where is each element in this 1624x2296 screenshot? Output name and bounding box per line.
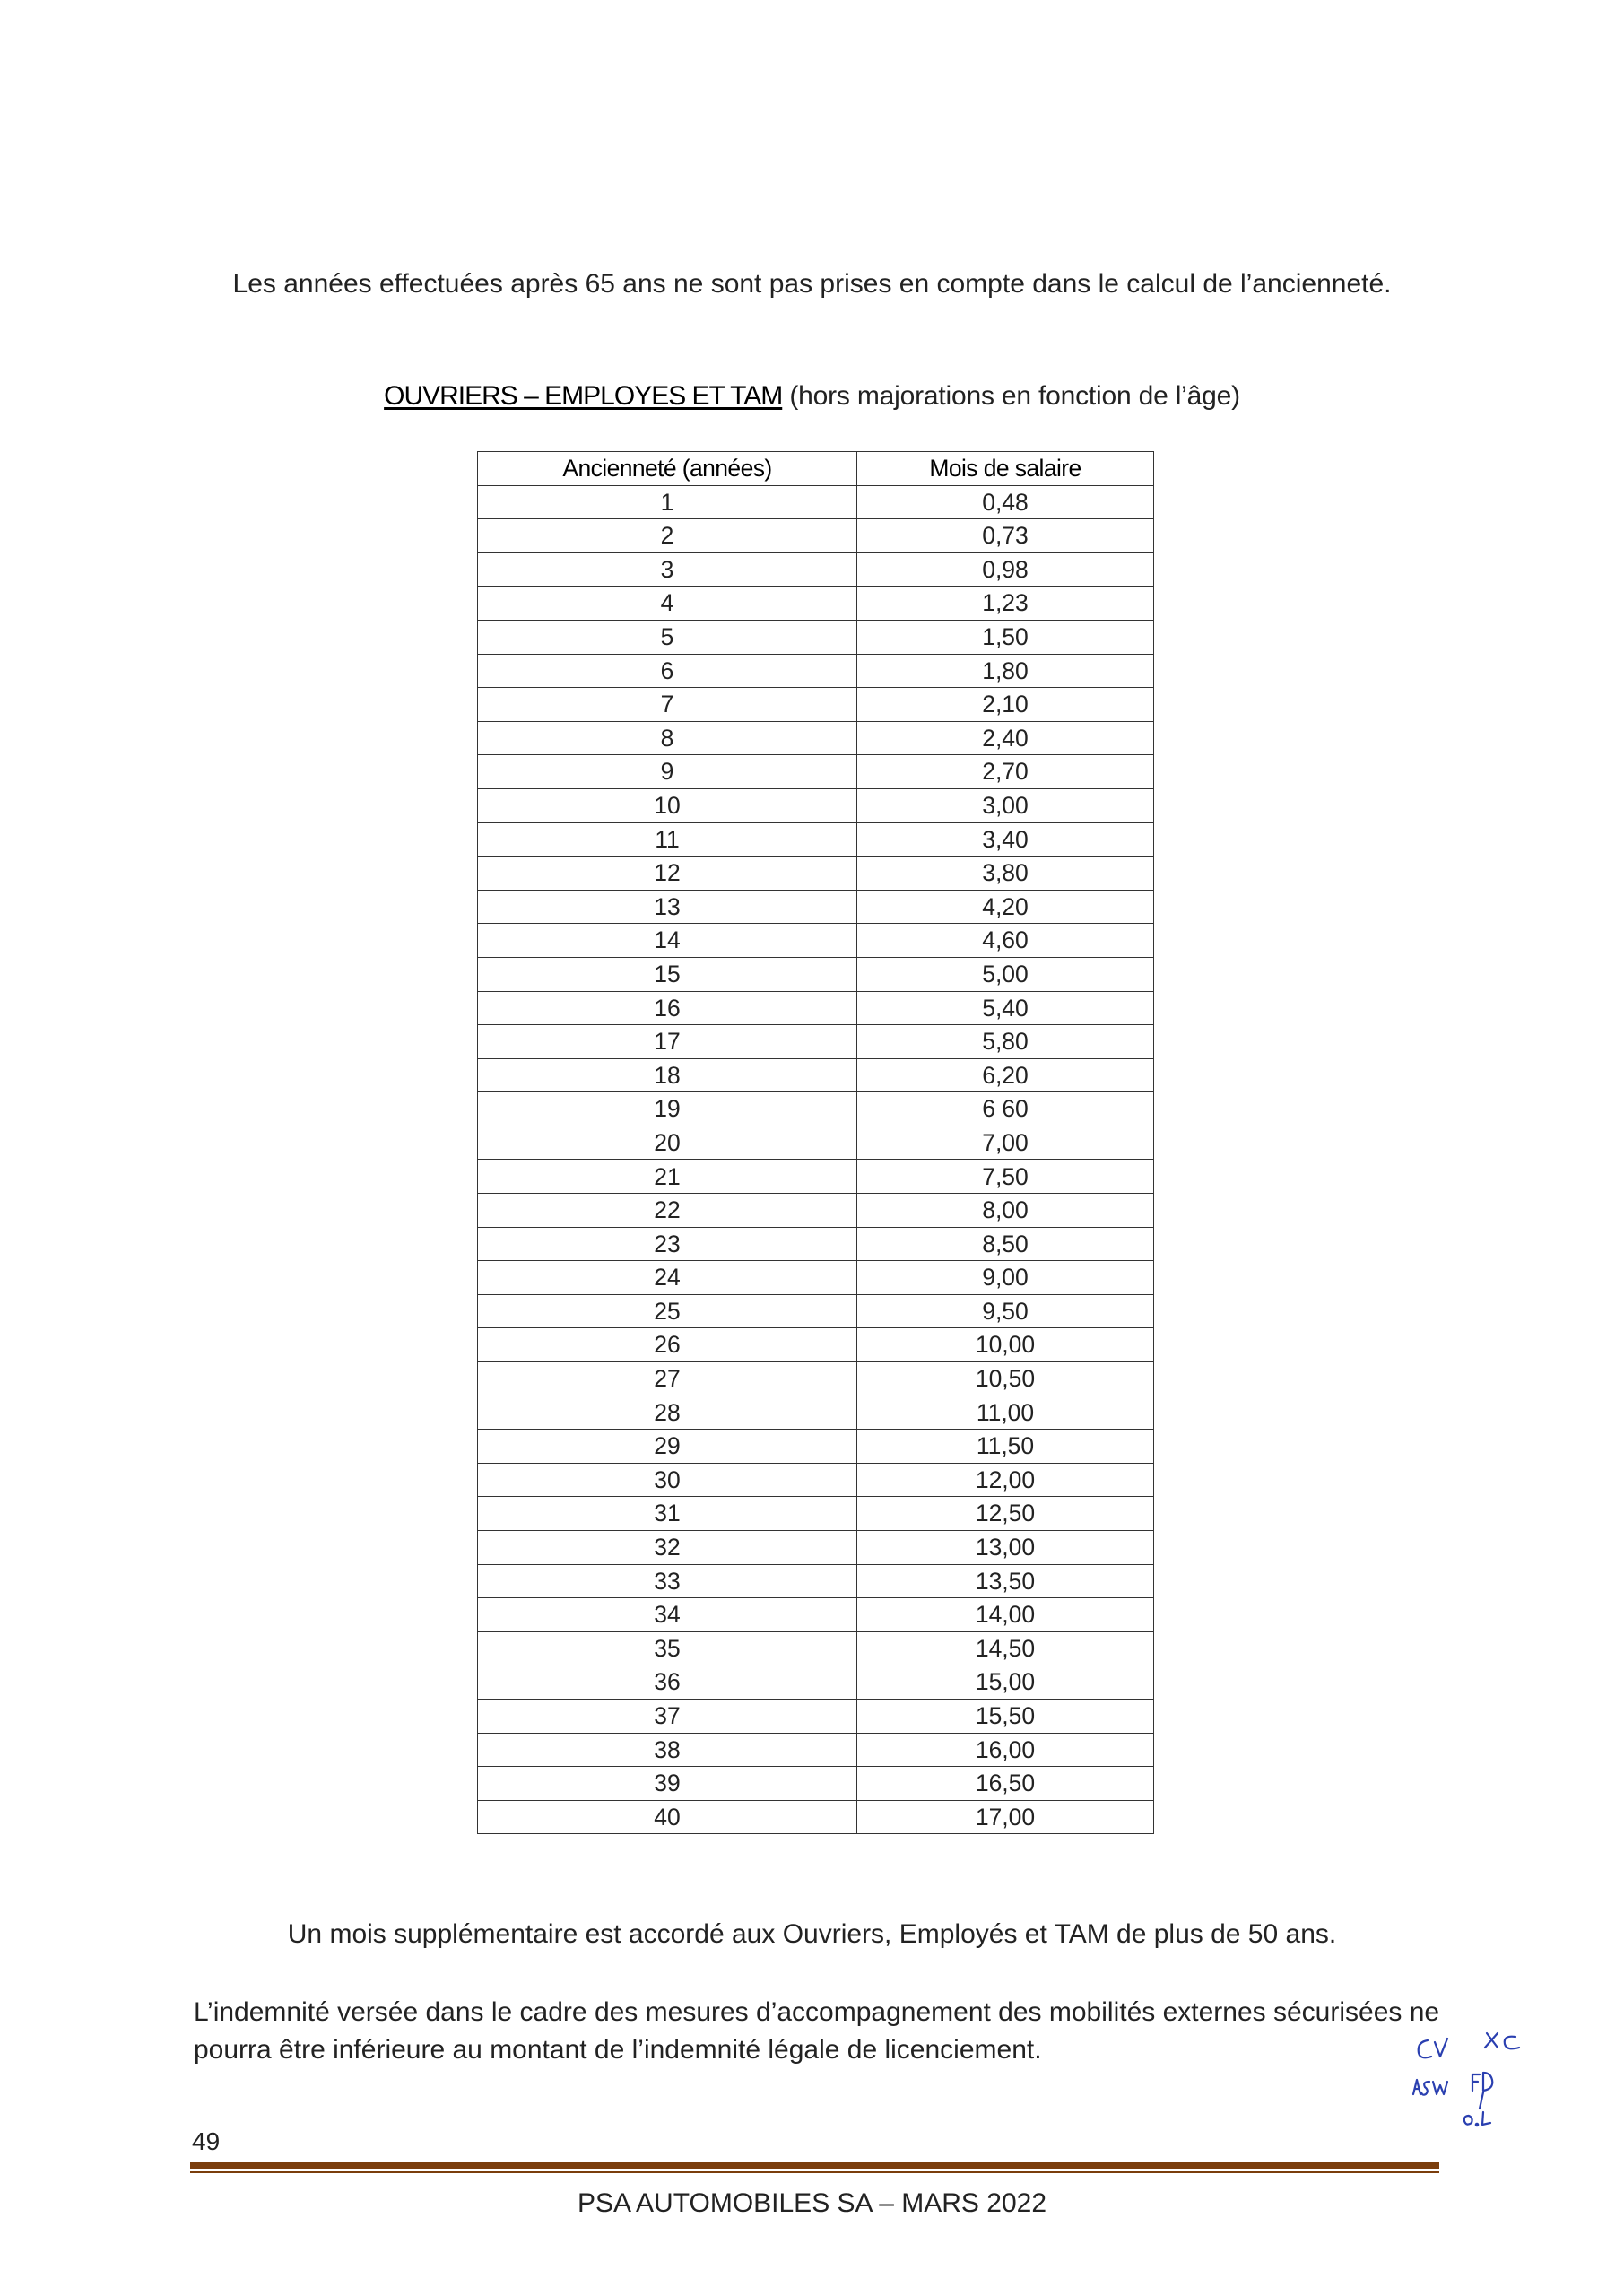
table-title: [0, 381, 1624, 412]
salary-months-cell: 5,40: [857, 991, 1154, 1025]
salary-months-cell: 10,00: [857, 1328, 1154, 1362]
salary-months-cell: 5,80: [857, 1025, 1154, 1059]
salary-months-cell: 2,70: [857, 755, 1154, 789]
table-row: [478, 1294, 1154, 1328]
table-row: [478, 1767, 1154, 1801]
seniority-cell: 34: [478, 1598, 857, 1632]
handwritten-initials: [1408, 2022, 1551, 2130]
seniority-cell: 4: [478, 587, 857, 621]
seniority-cell: 26: [478, 1328, 857, 1362]
salary-months-cell: 1,23: [857, 587, 1154, 621]
salary-months-cell: 9,50: [857, 1294, 1154, 1328]
salary-months-cell: 0,48: [857, 485, 1154, 519]
salary-months-cell: 15,00: [857, 1665, 1154, 1700]
salary-months-cell: 1,50: [857, 620, 1154, 654]
seniority-cell: 15: [478, 957, 857, 991]
seniority-cell: 33: [478, 1564, 857, 1598]
salary-months-cell: 16,50: [857, 1767, 1154, 1801]
table-row: [478, 857, 1154, 891]
paragraph-line: L’indemnité versée dans le cadre des mesures d’accompagnement des mobilités externes sécurisées ne: [194, 1997, 1440, 2027]
salary-months-cell: 4,20: [857, 890, 1154, 924]
salary-months-cell: 6,20: [857, 1058, 1154, 1092]
seniority-cell: 24: [478, 1261, 857, 1295]
paragraph-line: pourra être inférieure au montant de l’indemnité légale de licenciement.: [194, 2035, 1042, 2065]
salary-months-cell: 13,50: [857, 1564, 1154, 1598]
seniority-cell: 39: [478, 1767, 857, 1801]
seniority-cell: 38: [478, 1733, 857, 1767]
seniority-cell: 40: [478, 1800, 857, 1834]
table-row: [478, 1598, 1154, 1632]
table-row: [478, 1025, 1154, 1059]
seniority-cell: 25: [478, 1294, 857, 1328]
table-header-row: [478, 452, 1154, 486]
page-number: 49: [192, 2127, 221, 2155]
salary-months-cell: 7,50: [857, 1160, 1154, 1194]
seniority-cell: 6: [478, 654, 857, 688]
salary-months-cell: 14,00: [857, 1598, 1154, 1632]
seniority-cell: 7: [478, 688, 857, 722]
severance-table: [477, 451, 1154, 1834]
salary-months-cell: 12,00: [857, 1463, 1154, 1497]
table-row: [478, 991, 1154, 1025]
table-row: [478, 620, 1154, 654]
footer-rule-thick: [190, 2162, 1439, 2169]
table-row: [478, 721, 1154, 755]
seniority-cell: 8: [478, 721, 857, 755]
table-row: [478, 1160, 1154, 1194]
footer-text: PSA AUTOMOBILES SA – MARS 2022: [577, 2188, 1047, 2218]
indemnity-paragraph: [194, 1994, 1449, 2069]
seniority-cell: 23: [478, 1227, 857, 1261]
table-row: [478, 1362, 1154, 1396]
table-row: [478, 587, 1154, 621]
seniority-cell: 21: [478, 1160, 857, 1194]
table-row: [478, 654, 1154, 688]
salary-months-cell: 4,60: [857, 924, 1154, 958]
salary-months-cell: 3,40: [857, 822, 1154, 857]
seniority-cell: 37: [478, 1699, 857, 1733]
seniority-cell: 29: [478, 1430, 857, 1464]
table-row: [478, 1261, 1154, 1295]
column-header-salary-months: Mois de salaire: [857, 452, 1154, 486]
table-row: [478, 1800, 1154, 1834]
salary-months-cell: 9,00: [857, 1261, 1154, 1295]
table-row: [478, 1328, 1154, 1362]
table-row: [478, 1564, 1154, 1598]
seniority-cell: 5: [478, 620, 857, 654]
table-row: [478, 1733, 1154, 1767]
table-row: [478, 1092, 1154, 1126]
salary-months-cell: 16,00: [857, 1733, 1154, 1767]
salary-months-cell: 2,40: [857, 721, 1154, 755]
seniority-cell: 28: [478, 1396, 857, 1430]
seniority-cell: 20: [478, 1126, 857, 1160]
seniority-cell: 35: [478, 1631, 857, 1665]
table-row: [478, 1531, 1154, 1565]
table-row: [478, 1631, 1154, 1665]
salary-months-cell: 10,50: [857, 1362, 1154, 1396]
table-row: [478, 1194, 1154, 1228]
table-row: [478, 957, 1154, 991]
intro-text: Les années effectuées après 65 ans ne sont pas prises en compte dans le calcul de l’ancienneté.: [232, 269, 1392, 299]
seniority-cell: 13: [478, 890, 857, 924]
seniority-cell: 1: [478, 485, 857, 519]
seniority-cell: 10: [478, 788, 857, 822]
table-row: [478, 1699, 1154, 1733]
seniority-cell: 14: [478, 924, 857, 958]
salary-months-cell: 1,80: [857, 654, 1154, 688]
salary-months-cell: 6 60: [857, 1092, 1154, 1126]
table-row: [478, 485, 1154, 519]
salary-months-cell: 8,00: [857, 1194, 1154, 1228]
age-note: Un mois supplémentaire est accordé aux Ouvriers, Employés et TAM de plus de 50 ans.: [287, 1919, 1337, 1949]
seniority-cell: 12: [478, 857, 857, 891]
salary-months-cell: 12,50: [857, 1497, 1154, 1531]
seniority-cell: 9: [478, 755, 857, 789]
table-row: [478, 1227, 1154, 1261]
salary-months-cell: 0,73: [857, 519, 1154, 553]
salary-months-cell: 0,98: [857, 552, 1154, 587]
seniority-cell: 31: [478, 1497, 857, 1531]
table-row: [478, 1126, 1154, 1160]
table-title-rest: (hors majorations en fonction de l’âge): [782, 381, 1240, 411]
table-row: [478, 788, 1154, 822]
seniority-cell: 32: [478, 1531, 857, 1565]
salary-months-cell: 11,50: [857, 1430, 1154, 1464]
table-row: [478, 1665, 1154, 1700]
seniority-cell: 2: [478, 519, 857, 553]
seniority-cell: 19: [478, 1092, 857, 1126]
table-row: [478, 890, 1154, 924]
seniority-cell: 27: [478, 1362, 857, 1396]
seniority-cell: 17: [478, 1025, 857, 1059]
seniority-cell: 18: [478, 1058, 857, 1092]
table-row: [478, 755, 1154, 789]
table-body: [478, 485, 1154, 1834]
salary-months-cell: 7,00: [857, 1126, 1154, 1160]
salary-months-cell: 15,50: [857, 1699, 1154, 1733]
table-row: [478, 1497, 1154, 1531]
table-row: [478, 552, 1154, 587]
salary-months-cell: 5,00: [857, 957, 1154, 991]
seniority-cell: 22: [478, 1194, 857, 1228]
salary-months-cell: 17,00: [857, 1800, 1154, 1834]
salary-months-cell: 8,50: [857, 1227, 1154, 1261]
table-title-strong: OUVRIERS – EMPLOYES ET TAM: [384, 381, 783, 411]
table-row: [478, 924, 1154, 958]
seniority-cell: 36: [478, 1665, 857, 1700]
seniority-cell: 16: [478, 991, 857, 1025]
table-row: [478, 1430, 1154, 1464]
column-header-seniority: Ancienneté (années): [478, 452, 857, 486]
salary-months-cell: 14,50: [857, 1631, 1154, 1665]
seniority-cell: 30: [478, 1463, 857, 1497]
salary-months-cell: 2,10: [857, 688, 1154, 722]
seniority-cell: 3: [478, 552, 857, 587]
salary-months-cell: 3,00: [857, 788, 1154, 822]
salary-months-cell: 11,00: [857, 1396, 1154, 1430]
footer-rule-thin: [190, 2171, 1439, 2173]
salary-months-cell: 3,80: [857, 857, 1154, 891]
table-row: [478, 1463, 1154, 1497]
table-row: [478, 688, 1154, 722]
seniority-cell: 11: [478, 822, 857, 857]
table-row: [478, 519, 1154, 553]
table-row: [478, 1396, 1154, 1430]
salary-months-cell: 13,00: [857, 1531, 1154, 1565]
table-row: [478, 1058, 1154, 1092]
table-row: [478, 822, 1154, 857]
